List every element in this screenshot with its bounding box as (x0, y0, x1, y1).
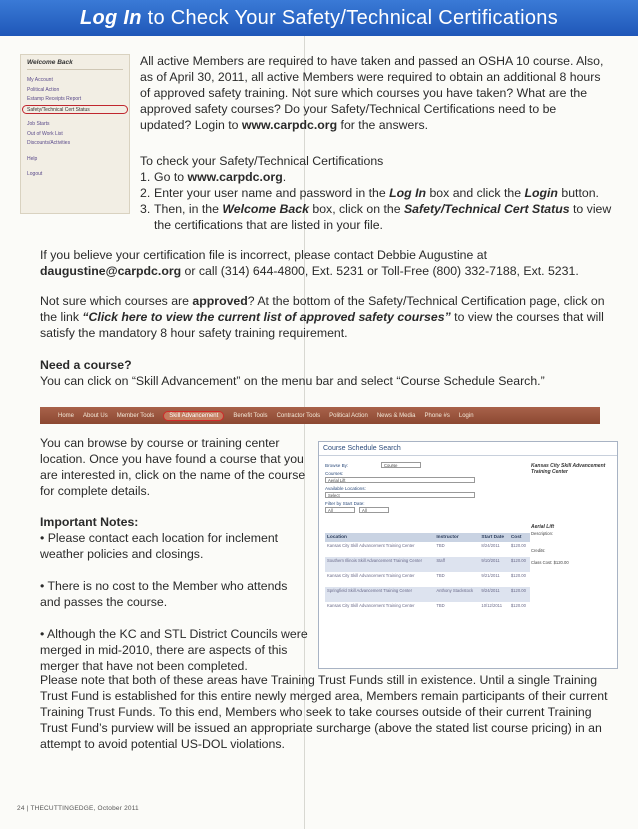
step-3-part-b: box, click on the (308, 202, 404, 216)
banner-login-text: Log In (79, 7, 142, 29)
step-2-text (154, 185, 599, 201)
row-instructor: Staff (434, 557, 479, 572)
row-start-date: 9/10/2011 (479, 557, 508, 572)
table-row[interactable] (325, 587, 530, 602)
row-start-date: 9/24/2011 (479, 587, 508, 602)
browse-by-select[interactable]: Course (381, 462, 421, 468)
row-start-date: 10/12/2011 (481, 603, 503, 608)
menu-my-account[interactable]: My Account (27, 77, 53, 83)
menu-help[interactable]: Help (27, 155, 38, 162)
nav-skill-advancement[interactable]: Skill Advancement (163, 411, 224, 421)
browse-paragraph: You can browse by course or training center location. Once you have found a course that you are interested in, click on the name of the course for complete details. (40, 436, 306, 498)
step-2-part-c: button. (557, 186, 599, 200)
menu-job-starts[interactable]: Job Starts (27, 121, 50, 127)
nav-phone[interactable]: Phone #s (424, 412, 450, 419)
step-2-login-button: Login (524, 186, 558, 200)
notes-heading: Important Notes: (40, 515, 139, 529)
closing-paragraph: Please note that both of these areas have Training Trust Funds still in existence. Until a single Training Trust Fund is established for this entire newly merged area, Members remain participants of their current Training Trust Funds. To this end, Members who seek to take courses outside of their current Training Trust Fund’s purview will be issued an appropriate surcharge (above the stated list course pricing) in an attempt to avoid potential US-DOL violations. (40, 673, 608, 751)
note-3: • Although the KC and STL District Councils were merged in mid-2010, there are aspects of this merger that have not been completed. (40, 627, 308, 673)
note-2: • There is no cost to the Member who attends and passes the course. (40, 579, 288, 609)
need-course-text: You can click on “Skill Advancement” on the menu bar and select “Course Schedule Search.” (40, 374, 545, 388)
col-start-date[interactable]: Start Date (479, 533, 508, 542)
nav-login[interactable]: Login (458, 412, 474, 419)
courses-label: Courses: (325, 471, 344, 476)
step-1-end: . (282, 170, 287, 184)
banner-title-text: to Check Your Safety/Technical Certifications (141, 7, 558, 29)
col-instructor[interactable]: Instructor (434, 533, 479, 542)
date-filter-to[interactable]: All (359, 507, 389, 513)
contact-paragraph (40, 247, 612, 279)
table-row[interactable] (325, 602, 530, 617)
row-location[interactable]: Springfield Skill Advancement Training Center (325, 587, 434, 602)
courses-select[interactable]: Aerial Lift (325, 477, 475, 483)
step-2-number: 2. (140, 186, 151, 200)
row-cost: $120.00 (510, 543, 526, 548)
menu-out-of-work-list[interactable]: Out of Work List (27, 130, 63, 137)
row-location[interactable]: Kansas City Skill Advancement Training Center (327, 603, 415, 608)
step-3-text (154, 201, 612, 233)
course-schedule-title: Course Schedule Search (319, 442, 617, 456)
detail-description-label: Description: (531, 530, 554, 536)
col-location[interactable]: Location (325, 533, 434, 542)
important-notes (40, 514, 308, 674)
note-1: • Please contact each location for inclement weather policies and closings. (40, 531, 279, 561)
intro-paragraph (140, 53, 610, 133)
detail-course-name: Aerial Lift (531, 524, 555, 530)
menu-political-action[interactable]: Political Action (27, 86, 60, 93)
menu-discounts[interactable]: Discounts/Activities (27, 140, 71, 146)
approved-text: Not sure which courses are (40, 294, 193, 308)
nav-member-tools[interactable]: Member Tools (116, 412, 155, 419)
steps-list (140, 153, 612, 233)
approved-text-mid: ? At the bottom of the Safety/Technical Certification page, click on the link (40, 294, 605, 324)
site-menu-bar (40, 407, 600, 424)
detail-credits-label: Credits: (531, 548, 546, 553)
step-3-number: 3. (140, 202, 151, 216)
filter-label: Filter by Start Date: (325, 501, 365, 506)
welcome-back-panel (20, 54, 130, 214)
course-results-table (325, 533, 530, 617)
course-detail-panel (531, 464, 611, 565)
step-3-cert-status: Safety/Technical Cert Status (403, 202, 570, 216)
contact-text-end: or call (314) 644-4800, Ext. 5231 or Toll-Free (800) 332-7188, Ext. 5231. (181, 264, 579, 278)
nav-political-action[interactable]: Political Action (329, 412, 368, 419)
locations-label: Available Locations: (325, 486, 366, 491)
step-1-url: www.carpdc.org (187, 170, 283, 184)
welcome-back-title: Welcome Back (27, 59, 123, 70)
approved-paragraph (40, 293, 614, 341)
nav-about-us[interactable]: About Us (83, 412, 108, 419)
col-cost[interactable]: Cost (509, 533, 530, 542)
row-cost: $120.00 (510, 603, 526, 608)
step-3-welcome-back: Welcome Back (222, 202, 309, 216)
nav-benefit-tools[interactable]: Benefit Tools (233, 412, 268, 419)
row-cost: $120.00 (509, 557, 530, 572)
row-location[interactable]: Kansas City Skill Advancement Training Center (327, 543, 415, 548)
table-row[interactable] (325, 557, 530, 572)
step-1 (140, 169, 612, 185)
step-1-number: 1. (140, 170, 151, 184)
nav-news-media[interactable]: News & Media (376, 412, 416, 419)
step-1-text (154, 169, 286, 185)
step-3-part-c: to view the certifications that are listed in your file. (154, 202, 612, 232)
row-location[interactable]: Kansas City Skill Advancement Training Center (327, 573, 415, 578)
intro-text: All active Members are required to have taken and passed an OSHA 10 course. Also, as of April 30, 2011, all active Members were required to obtain an additional 8 hours of approved safety training. Not sure which courses you have taken? What are the approved safety courses? Do your Safety/Technical Certifications need to be updated? Login to (140, 54, 604, 132)
row-instructor: TBD (436, 543, 445, 548)
menu-estamp-receipts[interactable]: Estamp Receipts Report (27, 96, 82, 102)
step-2-part-b: box and click the (426, 186, 525, 200)
step-2-part-a: Enter your user name and password in the (154, 186, 390, 200)
intro-text-end: for the answers. (337, 118, 429, 132)
step-1-lead: Go to (154, 170, 188, 184)
page-footer (17, 805, 139, 812)
footer-separator: | (24, 805, 31, 812)
row-instructor: TBD (436, 603, 445, 608)
table-row[interactable] (325, 542, 530, 557)
step-3-part-a: Then, in the (154, 202, 223, 216)
step-2-login-box: Log In (389, 186, 427, 200)
row-instructor: TBD (436, 573, 445, 578)
locations-select[interactable]: Select (325, 492, 475, 498)
browse-by-label: Browse By: (325, 463, 349, 468)
approved-text-end: to view the courses that will satisfy the mandatory 8 hour safety training requirement. (40, 310, 604, 340)
steps-lead: To check your Safety/Technical Certifications (140, 154, 384, 168)
step-3 (140, 201, 612, 233)
table-row[interactable] (325, 572, 530, 587)
page-banner (0, 0, 638, 36)
nav-contractor-tools[interactable]: Contractor Tools (276, 412, 321, 419)
need-course-heading: Need a course? (40, 358, 132, 372)
footer-date: , October 2011 (93, 805, 139, 812)
row-cost: $120.00 (510, 573, 526, 578)
menu-safety-cert-status[interactable]: Safety/Technical Cert Status (22, 105, 128, 115)
row-start-date: 8/24/2011 (481, 543, 500, 548)
footer-magazine: THECUTTINGEDGE (30, 805, 94, 812)
row-location[interactable]: Southern Illinois Skill Advancement Training Center (325, 557, 434, 572)
course-schedule-screenshot (318, 441, 618, 669)
contact-email: daugustine@carpdc.org (40, 264, 182, 278)
intro-url: www.carpdc.org (241, 118, 338, 132)
row-cost: $120.00 (509, 587, 530, 602)
approved-courses-link: “Click here to view the current list of approved safety courses” (82, 310, 451, 324)
approved-bold: approved (192, 294, 248, 308)
menu-logout[interactable]: Logout (27, 171, 43, 177)
nav-home[interactable]: Home (58, 412, 75, 419)
row-instructor: Anthony Stackstock (434, 587, 479, 602)
detail-cost: Class Cost: $120.00 (531, 559, 569, 565)
detail-center-title: Kansas City Skill Advancement Training Center (531, 463, 606, 475)
need-course-section (40, 357, 612, 389)
footer-page-number: 24 (17, 805, 25, 812)
step-2 (140, 185, 612, 201)
date-filter-row (325, 506, 485, 513)
contact-text: If you believe your certification file is incorrect, please contact Debbie Augustine at (40, 248, 488, 262)
row-start-date: 9/21/2011 (481, 573, 500, 578)
course-search-form (325, 460, 485, 513)
date-filter-from[interactable]: All (325, 507, 355, 513)
